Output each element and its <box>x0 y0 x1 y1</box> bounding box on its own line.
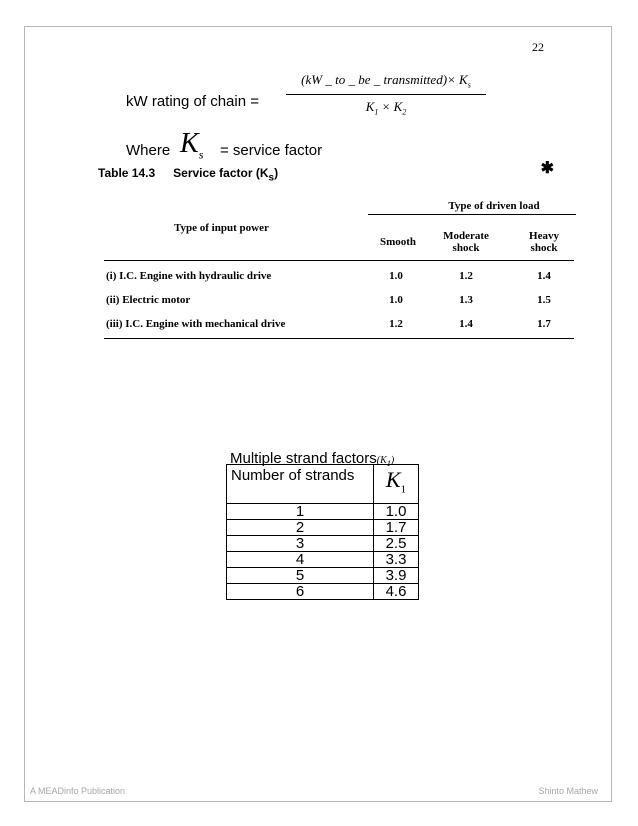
table-row: 6 4.6 <box>227 584 419 600</box>
formula-denominator: $K_1 \times K_2$ <box>365 98 407 117</box>
footer-author: Shinto Mathew <box>538 786 598 796</box>
col-header-smooth: Smooth <box>379 236 417 248</box>
cell-value: 1.0 <box>389 294 403 306</box>
cell-value: 1.0 <box>389 270 403 282</box>
table-row: 3 2.5 <box>227 536 419 552</box>
service-factor-text: = service factor <box>220 142 323 159</box>
cell-value: 1.4 <box>537 270 551 282</box>
scan-mark: ✱ <box>540 160 554 177</box>
formula-numerator: (kW _ to _ be _ transmitted)× $K_s$ <box>286 72 486 95</box>
cell-value: 1.4 <box>459 318 473 330</box>
where-word: Where <box>126 142 171 159</box>
chain-rating-formula <box>126 72 526 132</box>
cell-value: 1.7 <box>537 318 551 330</box>
row-label: (i) I.C. Engine with hydraulic drive <box>106 270 272 282</box>
ks-symbol: $K_s$ <box>180 128 204 162</box>
row-label: (iii) I.C. Engine with mechanical drive <box>106 318 286 330</box>
row-label: (ii) Electric motor <box>106 294 191 306</box>
col-header-heavy: Heavy shock <box>529 230 559 254</box>
col-header-k1: $K_1$ <box>374 465 419 504</box>
strand-factor-table <box>226 464 419 600</box>
table-bottom-rule <box>104 338 574 339</box>
formula-fraction <box>286 72 486 116</box>
table-row: 2 1.7 <box>227 520 419 536</box>
cell-value: 1.2 <box>389 318 403 330</box>
table-rule <box>104 260 574 261</box>
cell-value: 1.3 <box>459 294 473 306</box>
service-table-title: Table 14.3 Service factor $(K_s)$ <box>98 166 279 184</box>
driven-load-rule <box>368 214 576 215</box>
strands-caption: Multiple strand $factors(K_1)$ <box>230 450 395 468</box>
input-power-header: Type of input power <box>174 222 269 234</box>
table-header-row <box>227 465 419 504</box>
table-row: 5 3.9 <box>227 568 419 584</box>
table-row: 4 3.3 <box>227 552 419 568</box>
cell-value: 1.2 <box>459 270 473 282</box>
footer-publisher: A MEADinfo Publication <box>30 786 126 796</box>
page-number: 22 <box>532 40 544 54</box>
col-header-strands: Number of strands <box>227 465 374 504</box>
driven-load-header: Type of driven load <box>448 200 540 212</box>
formula-lhs: kW rating of chain = <box>126 93 259 110</box>
service-factor-table <box>96 160 582 354</box>
col-header-moderate: Moderate shock <box>443 230 489 254</box>
cell-value: 1.5 <box>537 294 551 306</box>
table-row: 1 1.0 <box>227 504 419 520</box>
